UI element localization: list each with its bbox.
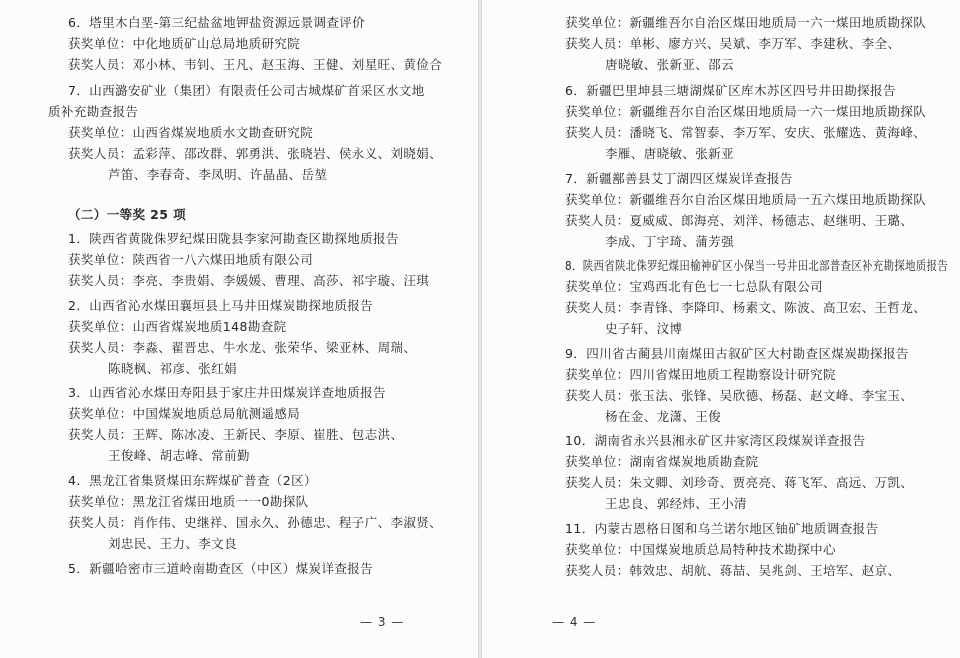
- left-page-text-line: 获奖单位：中化地质矿山总局地质研究院: [68, 36, 301, 51]
- page-number-3: — 3 —: [360, 615, 405, 629]
- right-page-text-line: 获奖单位：宝鸡西北有色七一七总队有限公司: [565, 279, 824, 294]
- right-page-text-line: 6．新疆巴里坤县三塘湖煤矿区库木苏区四号井田勘探报告: [565, 83, 896, 98]
- right-page-text-line: 8．陕西省陕北侏罗纪煤田榆神矿区小保当一号井田北部普查区补充勘探地质报告: [565, 258, 949, 273]
- right-page-text-line: 获奖人员：韩效忠、胡航、蒋喆、吴兆剑、王培军、赵京、: [565, 563, 901, 578]
- right-page-text-line: 唐晓敏、张新亚、邵云: [605, 57, 735, 72]
- left-page-text-line: 3．山西省沁水煤田寿阳县于家庄井田煤炭详查地质报告: [68, 385, 386, 400]
- right-page-text-line: 获奖人员：张玉法、张锋、吴欣德、杨磊、赵文峰、李宝玉、: [565, 388, 914, 403]
- right-page-text-line: 11．内蒙古恩格日图和乌兰诺尔地区铀矿地质调查报告: [565, 521, 879, 536]
- left-page-text-line: 获奖人员：肖作伟、史继祥、国永久、孙德忠、程子广、李淑贤、: [68, 515, 443, 530]
- page-4: [482, 0, 960, 658]
- left-page-text-line: 获奖单位：山西省煤炭地质148勘查院: [68, 319, 287, 334]
- right-page-text-line: 7．新疆鄯善县艾丁湖四区煤炭详查报告: [565, 171, 793, 186]
- left-page-text-line: 获奖单位：陕西省一八六煤田地质有限公司: [68, 252, 314, 267]
- left-page-text-line: 获奖人员：邓小林、韦钊、王凡、赵玉海、王健、刘星旺、黄俭合: [68, 57, 443, 72]
- left-page-text-line: 获奖单位：中国煤炭地质总局航测遥感局: [68, 406, 301, 421]
- left-page-text-line: 7．山西潞安矿业（集团）有限责任公司古城煤矿首采区水文地: [68, 83, 425, 98]
- left-page-text-line: 2．山西省沁水煤田襄垣县上马井田煤炭勘探地质报告: [68, 298, 374, 313]
- page-3: [0, 0, 478, 658]
- right-page-text-line: 获奖人员：李青锋、李降印、杨素文、陈波、高卫宏、王哲龙、: [565, 300, 927, 315]
- left-page-text-line: 6．塔里木白垩-第三纪盐盆地钾盐资源远景调查评价: [68, 15, 366, 30]
- right-page-text-line: 获奖人员：朱文卿、刘珍奇、贾亮亮、蒋飞军、高远、万凯、: [565, 475, 914, 490]
- left-page-text-line: 4．黑龙江省集贤煤田东辉煤矿普查（2区）: [68, 473, 317, 488]
- right-page-text-line: 王忠良、郭经炜、王小清: [605, 496, 747, 511]
- left-page-text-line: 芦笛、李春奇、李凤明、许晶晶、岳堃: [108, 167, 328, 182]
- right-page-text-line: 获奖单位：新疆维吾尔自治区煤田地质局一六一煤田地质勘探队: [565, 15, 927, 30]
- left-page-text-line: 王俊峰、胡志峰、常前勤: [108, 448, 250, 463]
- right-page-text-line: 9．四川省古蔺县川南煤田古叙矿区大村勘查区煤炭勘探报告: [565, 346, 909, 361]
- left-page-text-line: 获奖单位：山西省煤炭地质水文勘查研究院: [68, 125, 314, 140]
- right-page-text-line: 获奖单位：新疆维吾尔自治区煤田地质局一五六煤田地质勘探队: [565, 192, 927, 207]
- right-page-text-line: 史子轩、汶博: [605, 321, 683, 336]
- right-page-text-line: 李成、丁宇琦、蒲芳强: [605, 234, 735, 249]
- right-page-text-line: 10．湖南省永兴县湘永矿区井家湾区段煤炭详查报告: [565, 433, 866, 448]
- right-page-text-line: 获奖单位：湖南省煤炭地质勘查院: [565, 454, 759, 469]
- right-page-text-line: 获奖单位：中国煤炭地质总局特种技术勘探中心: [565, 542, 836, 557]
- page-number-4: — 4 —: [552, 615, 597, 629]
- right-page-text-line: 获奖人员：夏威威、郎海亮、刘洋、杨德志、赵继明、王璐、: [565, 213, 914, 228]
- right-page-text-line: 李雁、唐晓敏、张新亚: [605, 146, 735, 161]
- left-page-text-line: 获奖人员：王辉、陈冰凌、王新民、李原、崔胜、包志洪、: [68, 427, 404, 442]
- left-page-text-line: 获奖人员：孟彩萍、邵改群、郭勇洪、张晓岩、侯永义、刘晓娟、: [68, 146, 443, 161]
- left-page-text-line: 5．新疆哈密市三道岭南勘查区（中区）煤炭详查报告: [68, 561, 374, 576]
- right-page-text-line: 获奖单位：四川省煤田地质工程勘察设计研究院: [565, 367, 836, 382]
- left-page-text-line: 陈晓枫、祁彦、张红娟: [108, 361, 238, 376]
- left-page-text-line: 质补充勘查报告: [48, 104, 139, 119]
- right-page-text-line: 获奖人员：单彬、廖方兴、吴斌、李万军、李建秋、李全、: [565, 36, 901, 51]
- left-page-text-line: 获奖人员：李亮、李贵娟、李媛媛、曹理、高莎、祁宇璇、汪琪: [68, 273, 430, 288]
- left-page-text-line: 刘忠民、王力、李文良: [108, 536, 238, 551]
- right-page-text-line: 获奖单位：新疆维吾尔自治区煤田地质局一六一煤田地质勘探队: [565, 104, 927, 119]
- left-page-text-line: 获奖人员：李淼、翟晋忠、牛水龙、张荣华、梁亚林、周瑞、: [68, 340, 417, 355]
- right-page-text-line: 获奖人员：潘晓飞、常智泰、李万军、安庆、张耀选、黄海峰、: [565, 125, 927, 140]
- left-page-text-line: 获奖单位：黑龙江省煤田地质一一0勘探队: [68, 494, 309, 509]
- right-page-text-line: 杨在金、龙潇、王俊: [605, 409, 722, 424]
- left-page-text-line: （二）一等奖 25 项: [68, 207, 186, 222]
- left-page-text-line: 1．陕西省黄陇侏罗纪煤田陇县李家河勘查区勘探地质报告: [68, 231, 399, 246]
